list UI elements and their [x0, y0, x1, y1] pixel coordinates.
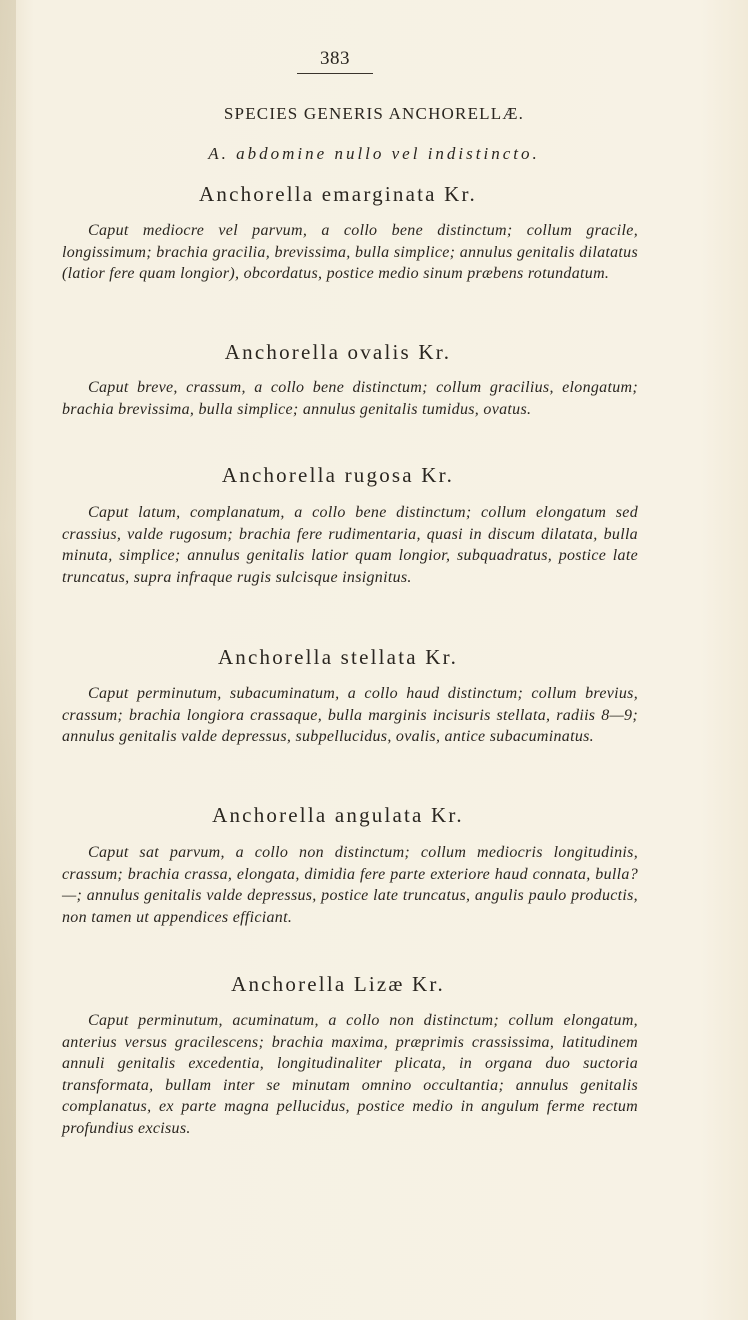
species-diagnosis: Caput breve, crassum, a collo bene distinctum; collum gracilius, elongatum; brachia brevissima, bulla simplice; annulus genitalis tumidus, ovatus. [62, 379, 638, 418]
species-title: Anchorella ovalis Kr. [224, 340, 452, 364]
species-title: Anchorella emarginata Kr. [199, 182, 477, 206]
species-diagnosis: Caput perminutum, acuminatum, a collo non distinctum; collum elongatum, anterius versus gracilescens; brachia maxima, præprimis crassissima, latitudinem annuli genitalis excedentia, longitudinaliter plicata, in organa duo suctoria transformata, bullam inter se minutam omnino occultantia; annulus genitalis complanatus, ex parte magna pellucidus, postice medio in angulum ferme rectum profundius excisus. [62, 1012, 638, 1137]
species-diagnosis: Caput sat parvum, a collo non distinctum; collum mediocris longitudinis, crassum; brachia crassa, elongata, dimidia fere parte exteriore haud connata, bulla? —; annulus genitalis valde depressus, postice late truncatus, angulis paulo productis, non tamen ut appendices efficiant. [62, 844, 638, 926]
species-title: Anchorella Lizæ Kr. [231, 972, 445, 996]
species-diagnosis: Caput mediocre vel parvum, a collo bene distinctum; collum gracile, longissimum; brachia gracilia, brevissima, bulla simplice; annulus genitalis dilatatus (latior fere quam longior), obcordatus, postice medio sinum præbens rotundatum. [62, 222, 638, 282]
page-number: 383 [320, 48, 350, 69]
species-title: Anchorella rugosa Kr. [221, 463, 455, 487]
species-diagnosis: Caput latum, complanatum, a collo bene distinctum; collum elongatum sed crassius, valde rugosum; brachia fere rudimentaria, quasi in discum dilatata, bulla minuta, simplice; annulus genitalis latior quam longior, subquadratus, postice late truncatus, supra infraque rugis sulcisque insignitus. [62, 504, 638, 586]
species-title: Anchorella angulata Kr. [212, 803, 464, 827]
page-number-rule [297, 73, 373, 74]
species-title: Anchorella stellata Kr. [217, 645, 459, 669]
section-header: SPECIES GENERIS ANCHORELLÆ. [223, 104, 525, 123]
section-subheading: A. abdomine nullo vel indistincto. [208, 144, 540, 163]
species-diagnosis: Caput perminutum, subacuminatum, a collo haud distinctum; collum brevius, crassum; brachia longiora crassaque, bulla marginis incisuris stellata, radiis 8—9; annulus genitalis valde depressus, subpellucidus, ovalis, antice subacuminatus. [62, 685, 638, 745]
